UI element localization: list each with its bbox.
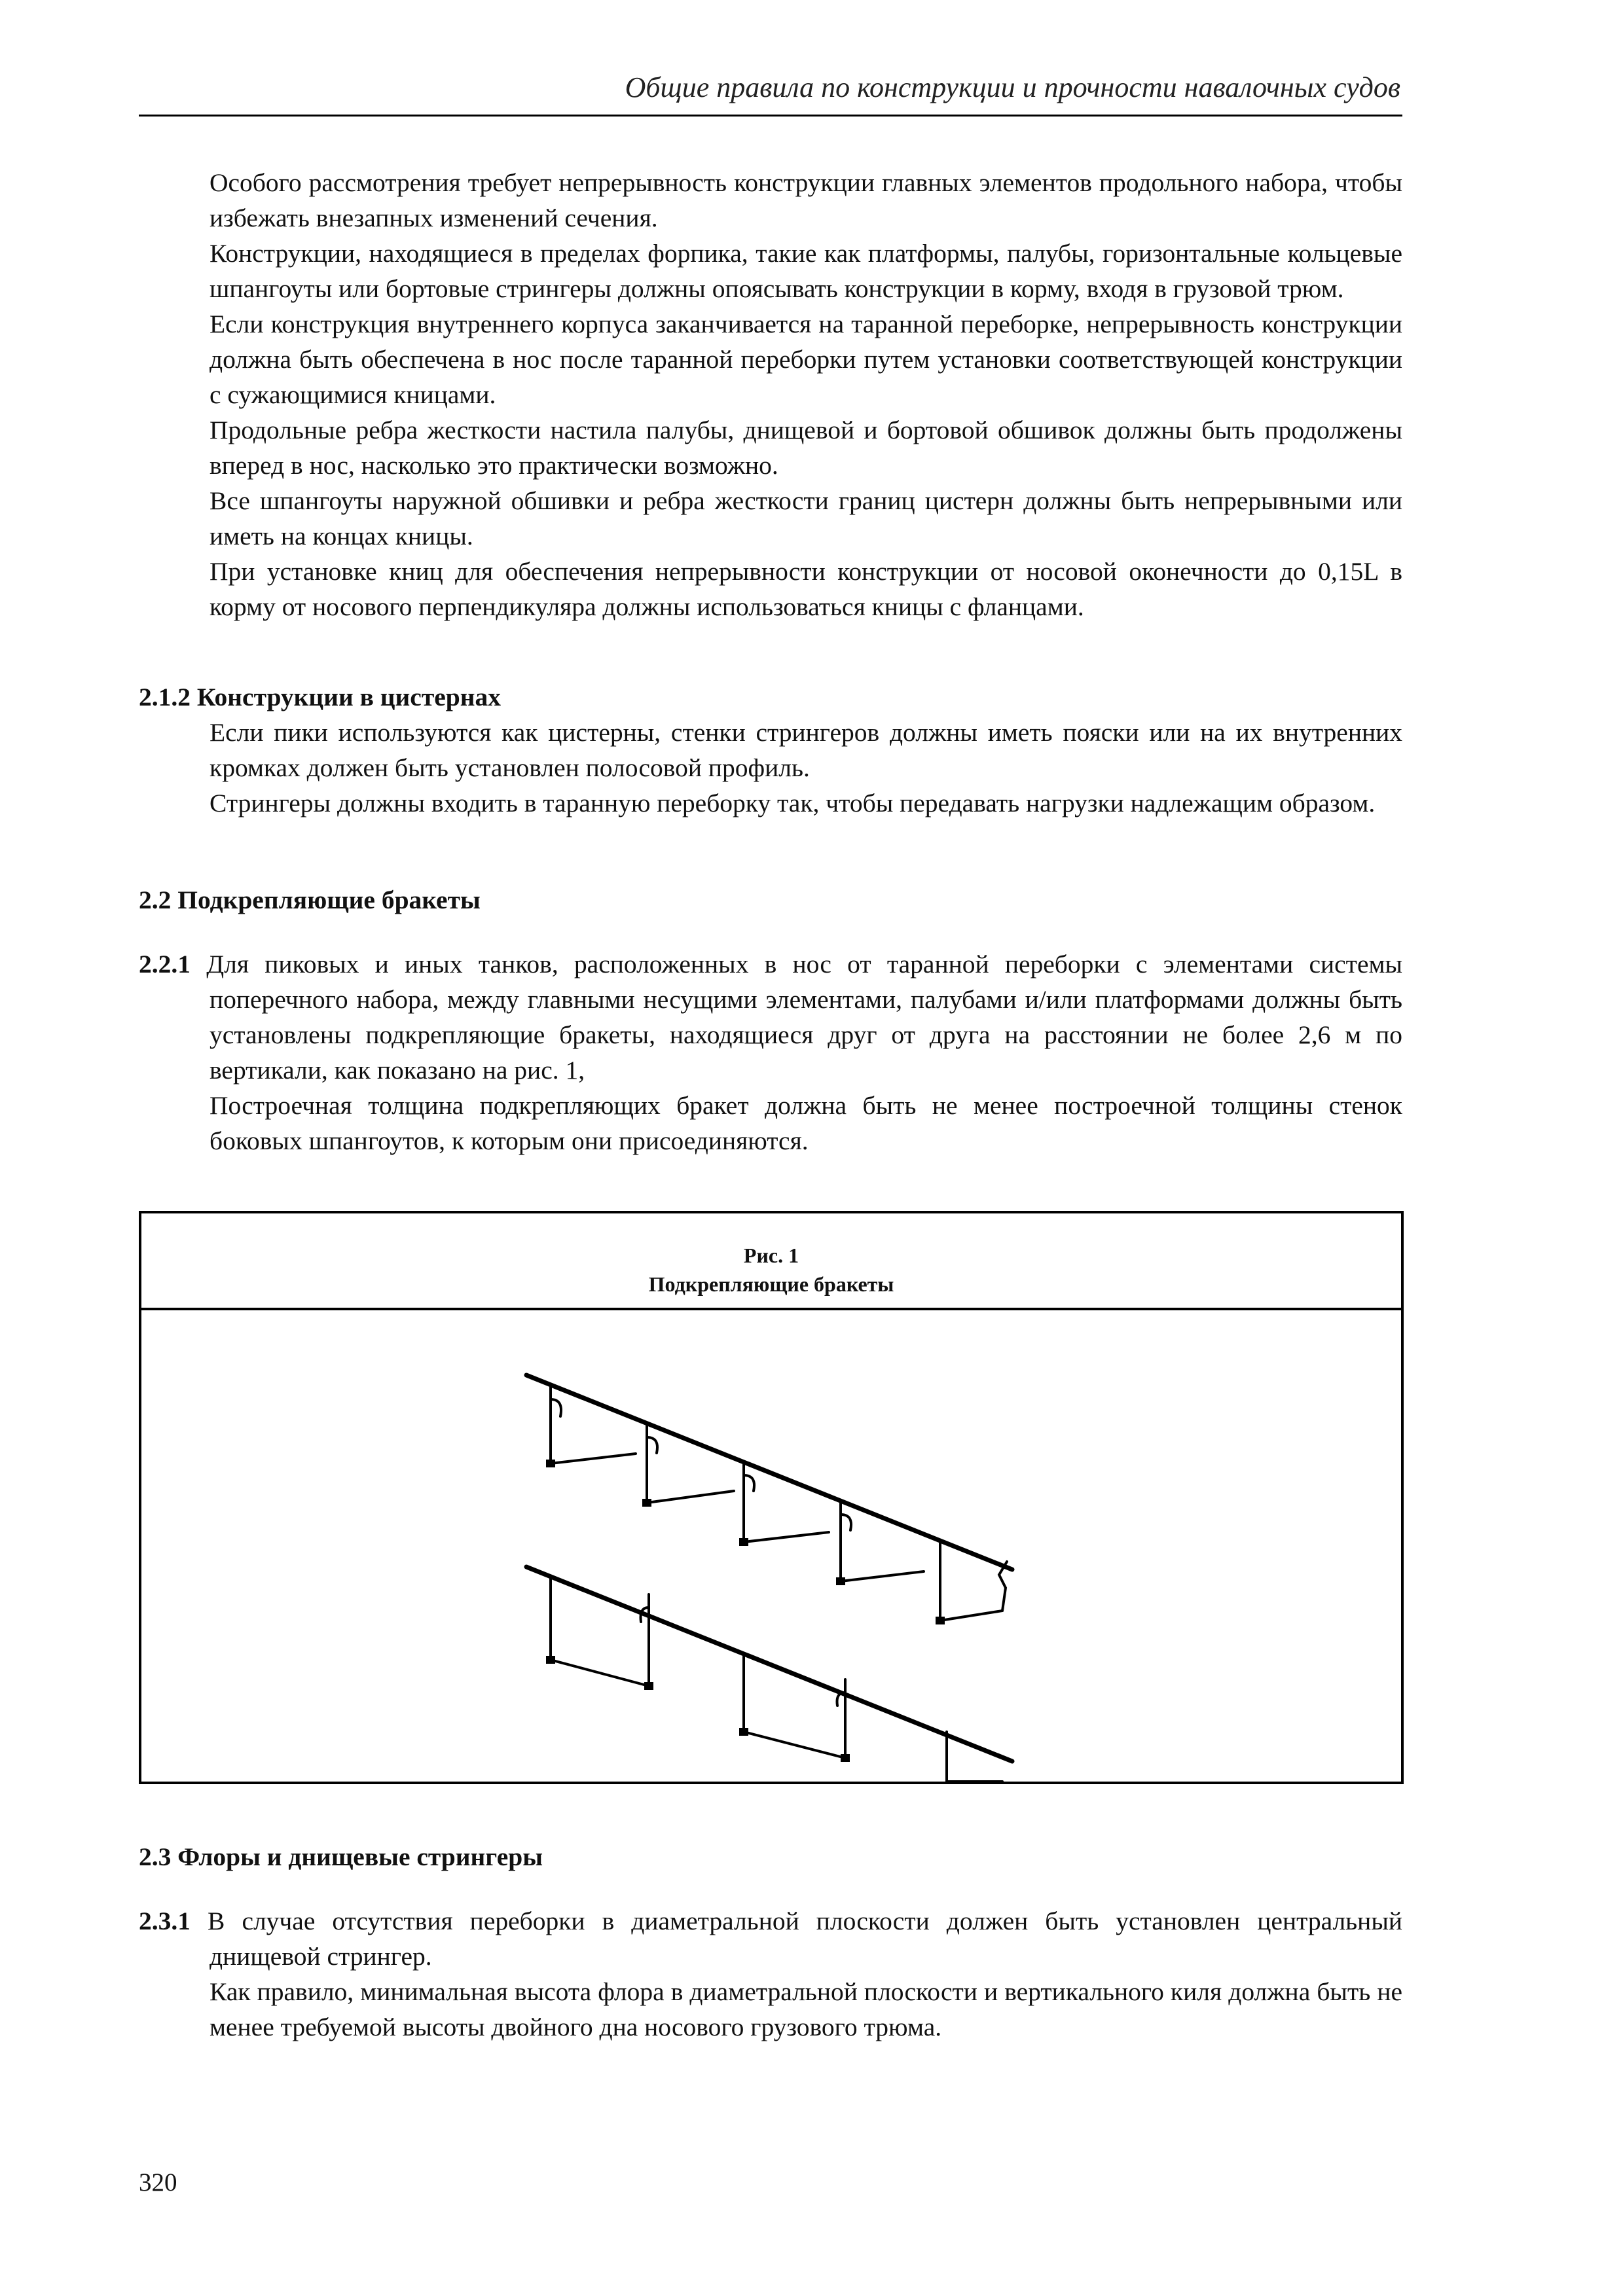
paragraph: Стрингеры должны входить в таранную переборку так, чтобы передавать нагрузки надлежащим образом. bbox=[210, 789, 1376, 817]
item-number: 2.2.1 bbox=[139, 950, 191, 978]
paragraph: Если конструкция внутреннего корпуса заканчивается на таранной переборке, непрерывность конструкции должна быть обеспечена в нос после таранной переборки путем установки соответствующей конструкции с сужающимися кницами. bbox=[210, 310, 1402, 409]
item-text: Для пиковых и иных танков, расположенных в нос от таранной переборки с элементами системы поперечного набора, между главными несущими элементами, палубами и/или платформами должны быть установлены подкрепляющие бракеты, находящиеся друг от друга на расстоянии не более 2,6 м по вертикали, как показано на рис. 1, bbox=[206, 950, 1403, 1085]
section-heading: 2.2 Подкрепляющие бракеты bbox=[139, 886, 481, 914]
paragraph: Продольные ребра жесткости настила палубы, днищевой и бортовой обшивок должны быть продолжены вперед в нос, насколько это практически возможно. bbox=[210, 416, 1402, 480]
item-number: 2.3.1 bbox=[139, 1907, 191, 1935]
paragraph: Все шпангоуты наружной обшивки и ребра жесткости границ цистерн должны быть непрерывными или иметь на концах кницы. bbox=[210, 486, 1402, 550]
running-header: Общие правила по конструкции и прочности навалочных судов bbox=[625, 71, 1400, 103]
brackets-drawing bbox=[141, 1313, 1401, 1782]
paragraph: Построечная толщина подкрепляющих бракет должна быть не менее построечной толщины стенок боковых шпангоутов, к которым они присоединяются. bbox=[210, 1091, 1402, 1155]
item-text: В случае отсутствия переборки в диаметральной плоскости должен быть установлен центральный днищевой стрингер. bbox=[208, 1907, 1402, 1971]
upper-stringer bbox=[526, 1375, 1012, 1624]
intro-section bbox=[139, 165, 1402, 624]
numbered-item bbox=[139, 1903, 1402, 1974]
section-2-1-2 bbox=[139, 679, 1402, 821]
section-heading: 2.3 Флоры и днищевые стрингеры bbox=[139, 1842, 543, 1871]
figure-title: Подкрепляющие бракеты bbox=[648, 1272, 894, 1296]
header-rule bbox=[139, 115, 1402, 117]
numbered-item bbox=[139, 946, 1402, 1088]
section-2-2 bbox=[139, 882, 1402, 1158]
figure-caption bbox=[141, 1213, 1401, 1310]
figure-label: Рис. 1 bbox=[743, 1244, 799, 1267]
paragraph: Особого рассмотрения требует непрерывность конструкции главных элементов продольного набора, чтобы избежать внезапных изменений сечения. bbox=[210, 168, 1402, 232]
paragraph: Если пики используются как цистерны, стенки стрингеров должны иметь пояски или на их внутренних кромках должен быть установлен полосовой профиль. bbox=[210, 718, 1402, 782]
paragraph: Конструкции, находящиеся в пределах форпика, такие как платформы, палубы, горизонтальные кольцевые шпангоуты или бортовые стрингеры должны опоясывать конструкции в корму, входя в грузовой трюм. bbox=[210, 239, 1402, 303]
page-number: 320 bbox=[139, 2168, 177, 2197]
section-heading: 2.1.2 Конструкции в цистернах bbox=[139, 683, 501, 711]
paragraph: Как правило, минимальная высота флора в диаметральной плоскости и вертикального киля должна быть не менее требуемой высоты двойного дна носового грузового трюма. bbox=[210, 1977, 1402, 2041]
section-2-3 bbox=[139, 1839, 1402, 2045]
figure-box bbox=[139, 1211, 1404, 1784]
paragraph: При установке книц для обеспечения непрерывности конструкции от носовой оконечности до 0,15L в корму от носового перпендикуляра должны использоваться кницы с фланцами. bbox=[210, 557, 1402, 621]
